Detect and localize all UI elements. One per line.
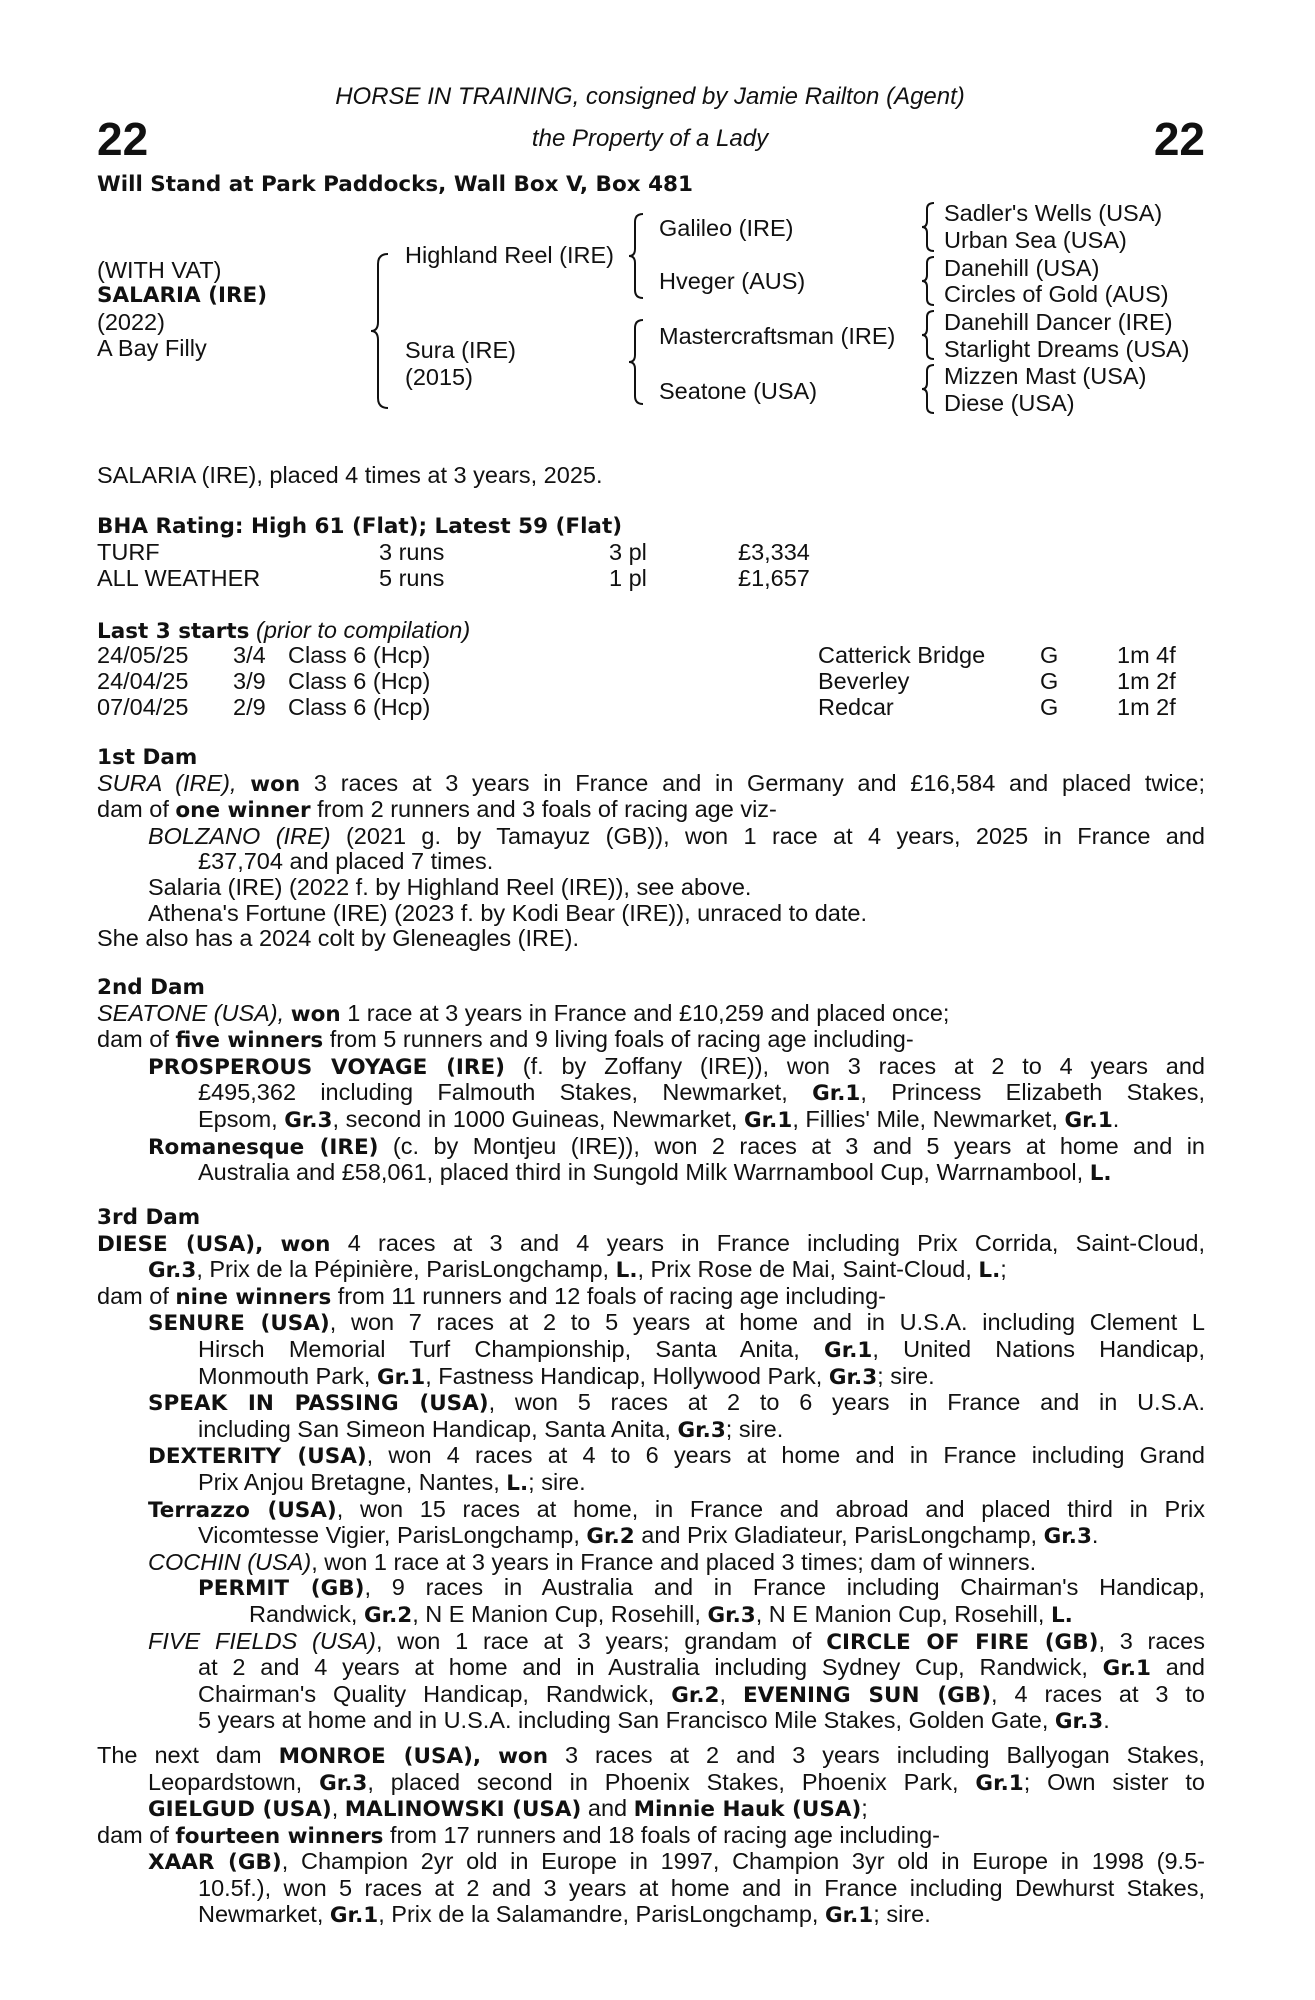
start-date: 24/04/25	[97, 668, 189, 694]
progeny-line: PERMIT (GB), 9 races in Australia and in France including Chairman's Handicap,	[198, 1574, 1206, 1602]
rating-surface: TURF	[97, 539, 160, 565]
start-going: G	[1040, 642, 1059, 668]
start-distance: 1m 4f	[1117, 642, 1176, 668]
pedigree-dss: Danehill Dancer (IRE)	[944, 309, 1173, 335]
first-dam-heading: 1st Dam	[97, 745, 198, 770]
progeny-line: FIVE FIELDS (USA), won 1 race at 3 years; grandam of CIRCLE OF FIRE (GB), 3 races	[148, 1627, 1206, 1655]
progeny-line: Randwick, Gr.2, N E Manion Cup, Rosehill, Gr.3, N E Manion Cup, Rosehill, L.	[249, 1600, 1073, 1628]
progeny-line: Athena's Fortune (IRE) (2023 f. by Kodi Bear (IRE)), unraced to date.	[148, 899, 867, 926]
start-course: Redcar	[818, 694, 894, 720]
lot-number-right: 22	[1153, 113, 1205, 165]
start-going: G	[1040, 694, 1059, 720]
progeny-line: Monmouth Park, Gr.1, Fastness Handicap, Hollywood Park, Gr.3; sire.	[198, 1362, 935, 1390]
next-dam-section	[97, 1743, 1205, 1928]
pedigree-sd: Hveger (AUS)	[659, 268, 806, 294]
progeny-line: Newmarket, Gr.1, Prix de la Salamandre, ParisLongchamp, Gr.1; sire.	[198, 1900, 931, 1928]
progeny-line: 10.5f.), won 5 races at 2 and 3 years at home and in France including Dewhurst Stakes,	[198, 1874, 1205, 1901]
first-dam-line: dam of one winner from 2 runners and 3 foals of racing age viz-	[97, 796, 777, 824]
start-distance: 1m 2f	[1117, 694, 1176, 720]
horse-description: A Bay Filly	[97, 335, 207, 361]
pedigree-ddd: Diese (USA)	[944, 390, 1075, 416]
pedigree-dd: Seatone (USA)	[659, 378, 818, 404]
progeny-line: DEXTERITY (USA), won 4 races at 4 to 6 years at home and in France including Grand	[148, 1442, 1205, 1470]
progeny-line: Vicomtesse Vigier, ParisLongchamp, Gr.2 and Prix Gladiateur, ParisLongchamp, Gr.3.	[198, 1522, 1099, 1550]
next-dam-line: dam of fourteen winners from 17 runners and 18 foals of racing age including-	[97, 1821, 940, 1849]
pedigree-brace-dam	[627, 318, 647, 406]
start-distance: 1m 2f	[1117, 668, 1176, 694]
progeny-line: Salaria (IRE) (2022 f. by Highland Reel (IRE)), see above.	[148, 873, 752, 900]
third-dam-section	[97, 1205, 1205, 1735]
starts-title: Last 3 starts	[97, 619, 250, 644]
first-dam-line: SURA (IRE), won 3 races at 3 years in France and in Germany and £16,584 and placed twice;	[97, 769, 1206, 797]
starts-heading	[97, 617, 470, 644]
third-dam-heading: 3rd Dam	[97, 1205, 201, 1230]
header-title-line2: the Property of a Lady	[531, 125, 769, 152]
start-class: Class 6 (Hcp)	[288, 694, 431, 720]
progeny-line: PROSPEROUS VOYAGE (IRE) (f. by Zoffany (IRE)), won 3 races at 2 to 4 years and	[148, 1052, 1205, 1080]
pedigree-brace-ss	[920, 201, 938, 253]
progeny-line: SENURE (USA), won 7 races at 2 to 5 years at home and in U.S.A. including Clement L	[148, 1309, 1205, 1337]
next-dam-line: The next dam MONROE (USA), won 3 races at 2 and 3 years including Ballyogan Stakes,	[97, 1742, 1206, 1769]
start-class: Class 6 (Hcp)	[288, 668, 431, 694]
pedigree-brace-main	[368, 252, 392, 410]
next-dam-line: GIELGUD (USA), MALINOWSKI (USA) and Minnie Hauk (USA);	[148, 1795, 868, 1823]
progeny-line: Hirsch Memorial Turf Championship, Santa Anita, Gr.1, United Nations Handicap,	[198, 1335, 1206, 1363]
pedigree-dam: Sura (IRE)	[405, 337, 516, 363]
stand-location: Will Stand at Park Paddocks, Wall Box V, Box 481	[97, 172, 693, 197]
second-dam-section	[97, 975, 1205, 1187]
rating-earnings: £3,334	[738, 539, 810, 565]
lot-number-left: 22	[97, 113, 149, 165]
start-position: 3/4	[233, 642, 266, 668]
progeny-line: SPEAK IN PASSING (USA), won 5 races at 2 to 6 years in France and in U.S.A.	[148, 1389, 1205, 1417]
pedigree-sss: Sadler's Wells (USA)	[944, 200, 1163, 226]
bha-rating: BHA Rating: High 61 (Flat); Latest 59 (Flat)	[97, 514, 623, 539]
vat-note: (WITH VAT)	[97, 257, 222, 283]
start-course: Catterick Bridge	[818, 642, 986, 668]
progeny-line: Terrazzo (USA), won 15 races at home, in France and abroad and placed third in Prix	[148, 1495, 1205, 1523]
progeny-line: at 2 and 4 years at home and in Australia including Sydney Cup, Randwick, Gr.1 and	[198, 1654, 1205, 1682]
pedigree-sds: Danehill (USA)	[944, 255, 1100, 281]
header-title-line1: HORSE IN TRAINING, consigned by Jamie Railton (Agent)	[335, 83, 965, 110]
pedigree-sdd: Circles of Gold (AUS)	[944, 281, 1169, 307]
race-summary: SALARIA (IRE), placed 4 times at 3 years, 2025.	[97, 462, 603, 488]
rating-placed: 1 pl	[609, 565, 647, 591]
start-date: 24/05/25	[97, 642, 189, 668]
pedigree-brace-ds	[920, 309, 938, 361]
progeny-line: COCHIN (USA), won 1 race at 3 years in France and placed 3 times; dam of winners.	[148, 1548, 1037, 1575]
rating-runs: 3 runs	[379, 539, 445, 565]
horse-name: SALARIA (IRE)	[97, 283, 268, 308]
rating-surface: ALL WEATHER	[97, 565, 261, 591]
third-dam-line: DIESE (USA), won 4 races at 3 and 4 years in France including Prix Corrida, Saint-Cloud,	[97, 1229, 1205, 1257]
pedigree-brace-sire	[627, 212, 647, 300]
progeny-line: Romanesque (IRE) (c. by Montjeu (IRE)), won 2 races at 3 and 5 years at home and in	[148, 1132, 1205, 1160]
first-dam-section	[97, 745, 1205, 952]
pedigree-dds: Mizzen Mast (USA)	[944, 363, 1147, 389]
horse-info	[97, 257, 267, 361]
start-position: 3/9	[233, 668, 266, 694]
pedigree-ds: Mastercraftsman (IRE)	[659, 323, 896, 349]
pedigree-dam-year: (2015)	[405, 364, 473, 390]
second-dam-heading: 2nd Dam	[97, 975, 205, 1000]
start-class: Class 6 (Hcp)	[288, 642, 431, 668]
progeny-line: £37,704 and placed 7 times.	[198, 848, 494, 875]
third-dam-line: dam of nine winners from 11 runners and 12 foals of racing age including-	[97, 1282, 887, 1310]
start-course: Beverley	[818, 668, 910, 694]
progeny-line: including San Simeon Handicap, Santa Anita, Gr.3; sire.	[198, 1415, 784, 1443]
progeny-line: Prix Anjou Bretagne, Nantes, L.; sire.	[198, 1468, 586, 1496]
progeny-line: Australia and £58,061, placed third in Sungold Milk Warrnambool Cup, Warrnambool, L.	[198, 1159, 1112, 1187]
rating-placed: 3 pl	[609, 539, 647, 565]
pedigree-ss: Galileo (IRE)	[659, 215, 794, 241]
pedigree-ssd: Urban Sea (USA)	[944, 227, 1127, 253]
horse-year: (2022)	[97, 309, 165, 335]
starts-note: (prior to compilation)	[256, 617, 471, 643]
second-dam-line: dam of five winners from 5 runners and 9 living foals of racing age including-	[97, 1026, 914, 1054]
third-dam-line: Gr.3, Prix de la Pépinière, ParisLongchamp, L., Prix Rose de Mai, Saint-Cloud, L.;	[148, 1256, 1007, 1284]
next-dam-line: Leopardstown, Gr.3, placed second in Phoenix Stakes, Phoenix Park, Gr.1; Own sister to	[148, 1768, 1205, 1796]
pedigree-sire: Highland Reel (IRE)	[405, 242, 614, 268]
progeny-line: BOLZANO (IRE) (2021 g. by Tamayuz (GB)), won 1 race at 4 years, 2025 in France and	[148, 822, 1205, 849]
progeny-line: Epsom, Gr.3, second in 1000 Guineas, Newmarket, Gr.1, Fillies' Mile, Newmarket, Gr.1.	[198, 1105, 1120, 1133]
pedigree-dsd: Starlight Dreams (USA)	[944, 336, 1190, 362]
start-date: 07/04/25	[97, 694, 189, 720]
progeny-line: Chairman's Quality Handicap, Randwick, Gr.2, EVENING SUN (GB), 4 races at 3 to	[198, 1680, 1206, 1708]
progeny-line: £495,362 including Falmouth Stakes, Newmarket, Gr.1, Princess Elizabeth Stakes,	[198, 1079, 1206, 1107]
progeny-line: XAAR (GB), Champion 2yr old in Europe in 1997, Champion 3yr old in Europe in 1998 (9.5-	[148, 1848, 1205, 1876]
rating-runs: 5 runs	[379, 565, 445, 591]
pedigree-brace-dd	[920, 363, 938, 415]
second-dam-line: SEATONE (USA), won 1 race at 3 years in France and £10,259 and placed once;	[97, 999, 950, 1027]
pedigree-brace-sd	[920, 255, 938, 307]
first-dam-line: She also has a 2024 colt by Gleneagles (IRE).	[97, 925, 580, 952]
start-going: G	[1040, 668, 1059, 694]
start-position: 2/9	[233, 694, 266, 720]
rating-earnings: £1,657	[738, 565, 810, 591]
progeny-line: 5 years at home and in U.S.A. including San Francisco Mile Stakes, Golden Gate, Gr.3.	[198, 1707, 1110, 1735]
